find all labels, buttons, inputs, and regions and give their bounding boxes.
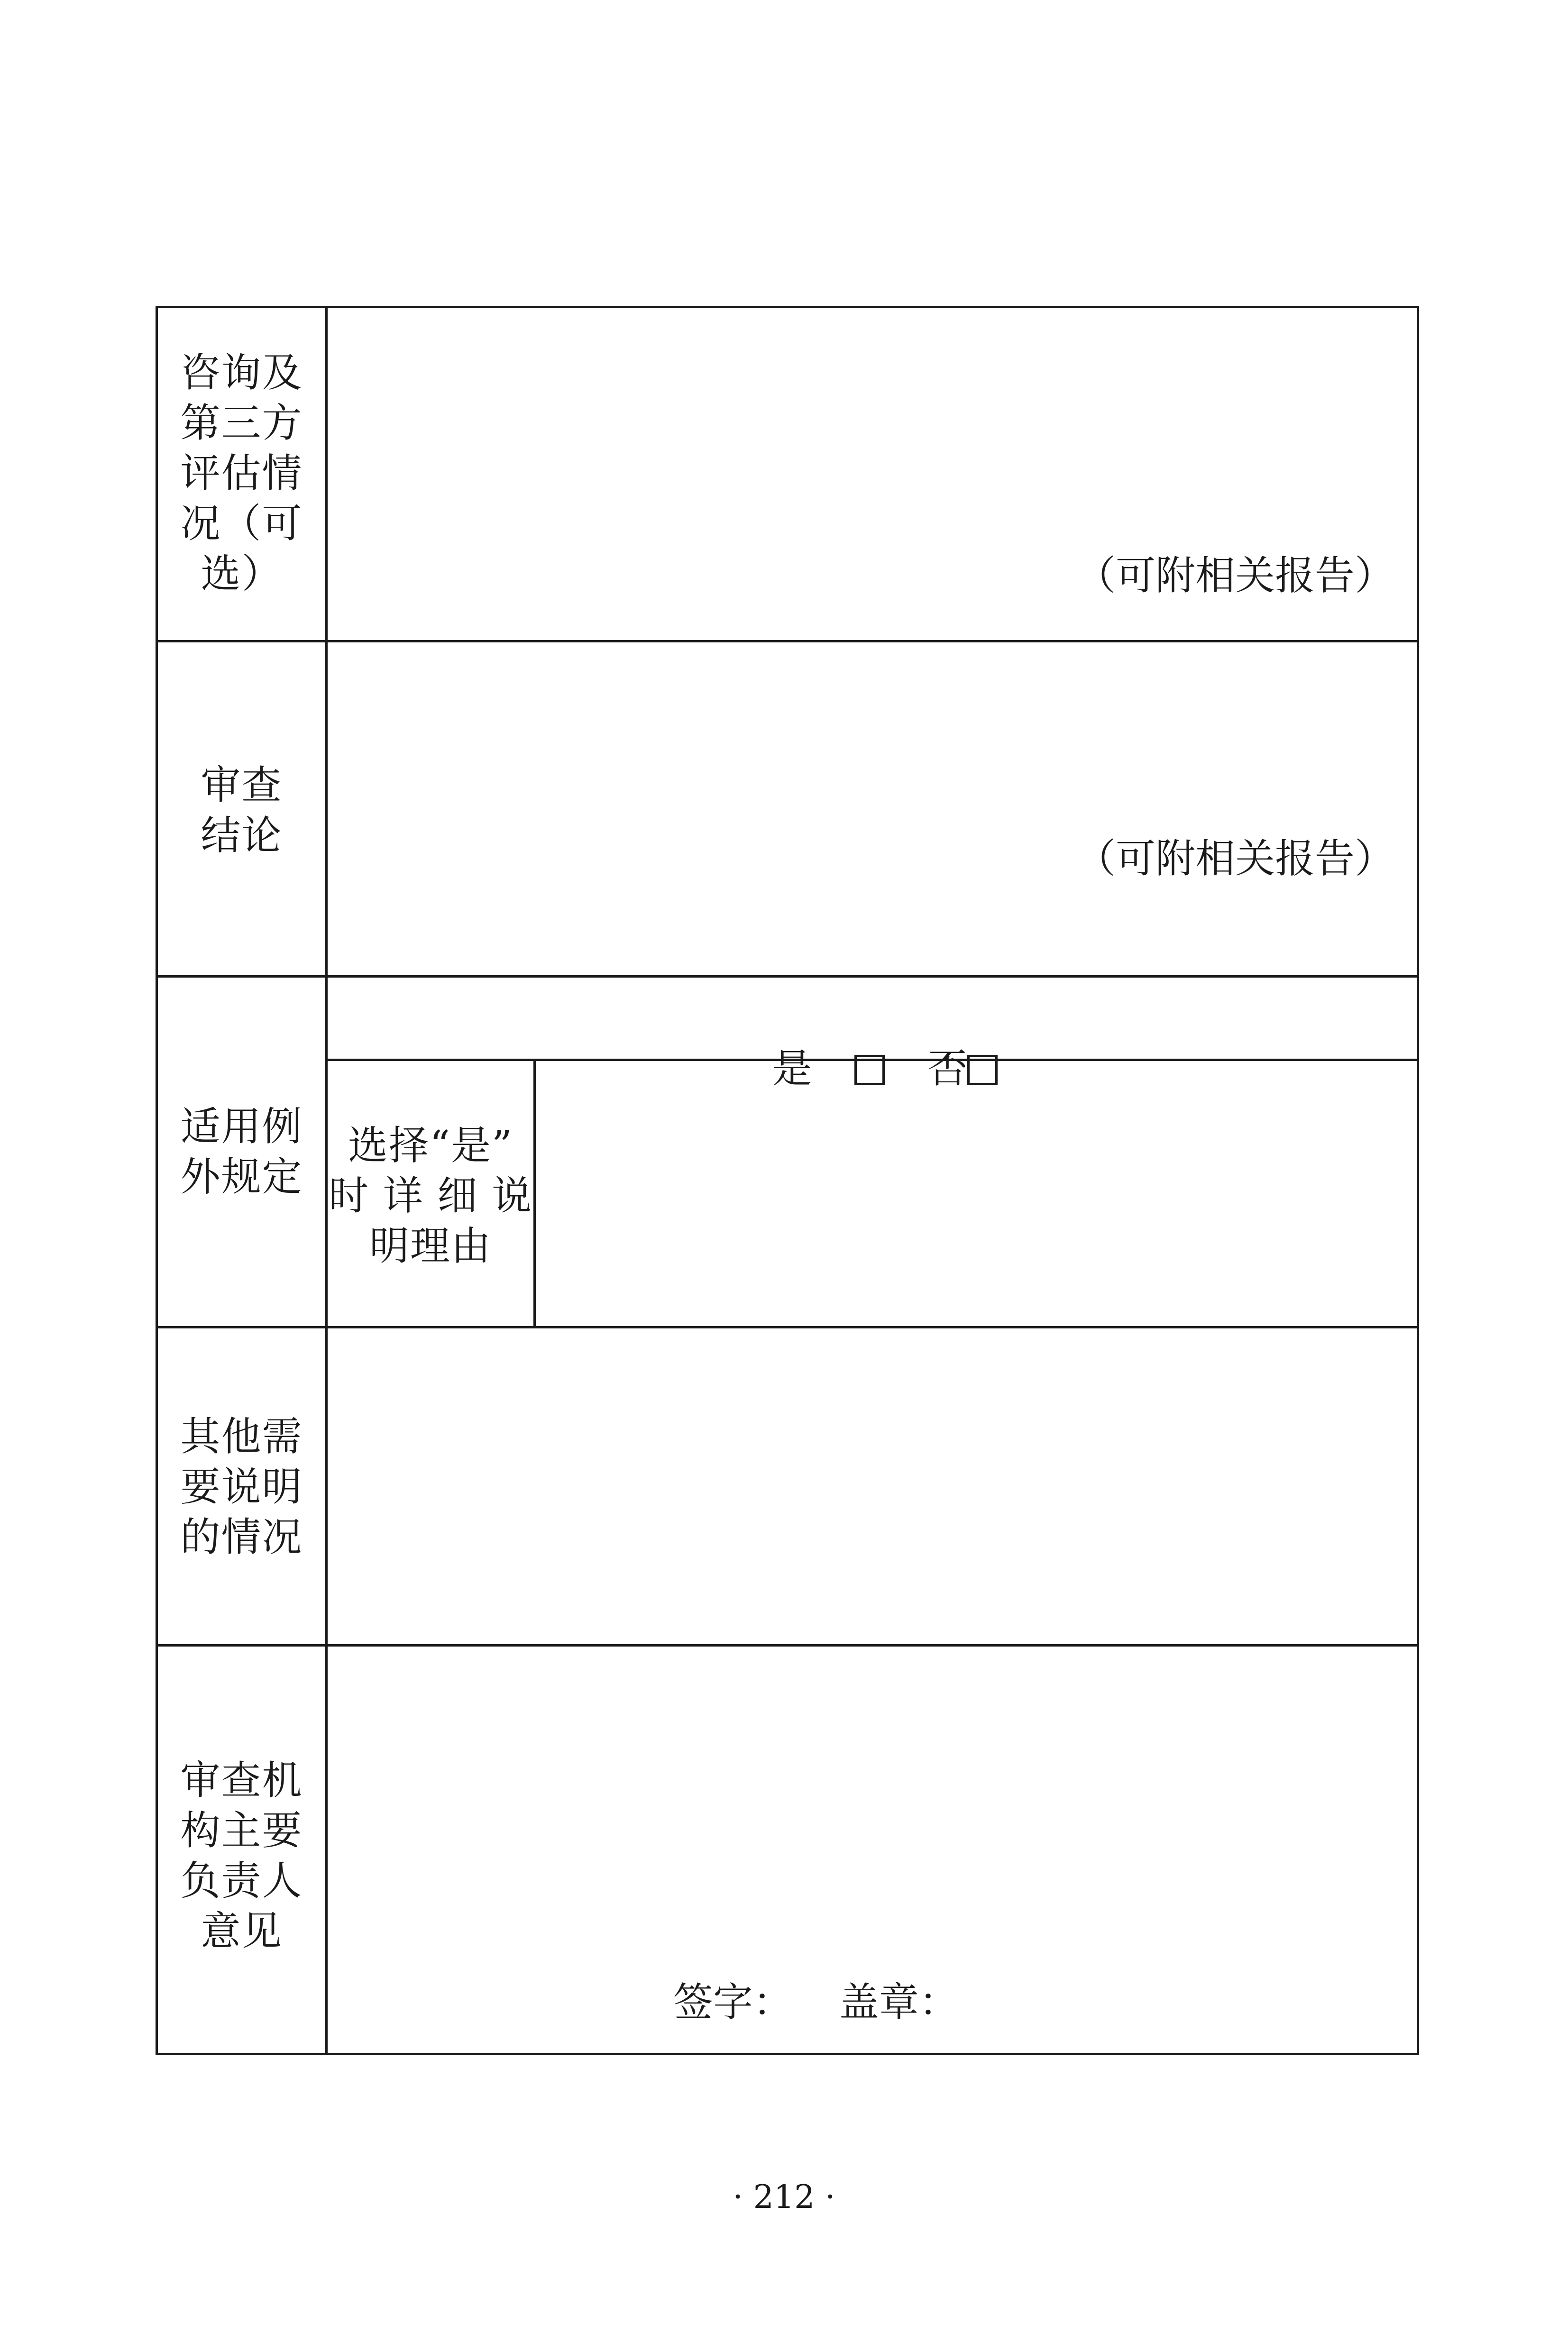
exception-label: 适用例 外规定 (180, 1103, 303, 1200)
sign-label: 签字： (673, 1979, 793, 2025)
consultation-label: 咨询及 第三方 评估情 况（可 选） (180, 349, 303, 597)
table-border-right (1417, 306, 1419, 2055)
agency-head-opinion-label: 审查机 构主要 负责人 意见 (180, 1757, 303, 1954)
other-matters-content-area[interactable] (328, 1328, 1417, 1644)
consultation-attach-note: （可附相关报告） (1075, 552, 1394, 599)
table-border-bottom (156, 2053, 1419, 2055)
yes-label: 是 (772, 1045, 812, 1092)
page-number: · 212 · (733, 2178, 835, 2216)
review-conclusion-attach-note: （可附相关报告） (1075, 835, 1394, 882)
review-conclusion-content-area[interactable] (328, 642, 1417, 975)
review-conclusion-label: 审查 结论 (201, 762, 283, 859)
row-divider-2 (156, 975, 1419, 978)
seal-label: 盖章： (839, 1979, 959, 2025)
other-matters-label: 其他需 要说明 的情况 (180, 1413, 303, 1560)
no-label: 否 (927, 1045, 968, 1092)
reason-content-area[interactable] (536, 1061, 1417, 1326)
reason-label: 选择“是” 时 详 细 说 明理由 (328, 1122, 533, 1269)
